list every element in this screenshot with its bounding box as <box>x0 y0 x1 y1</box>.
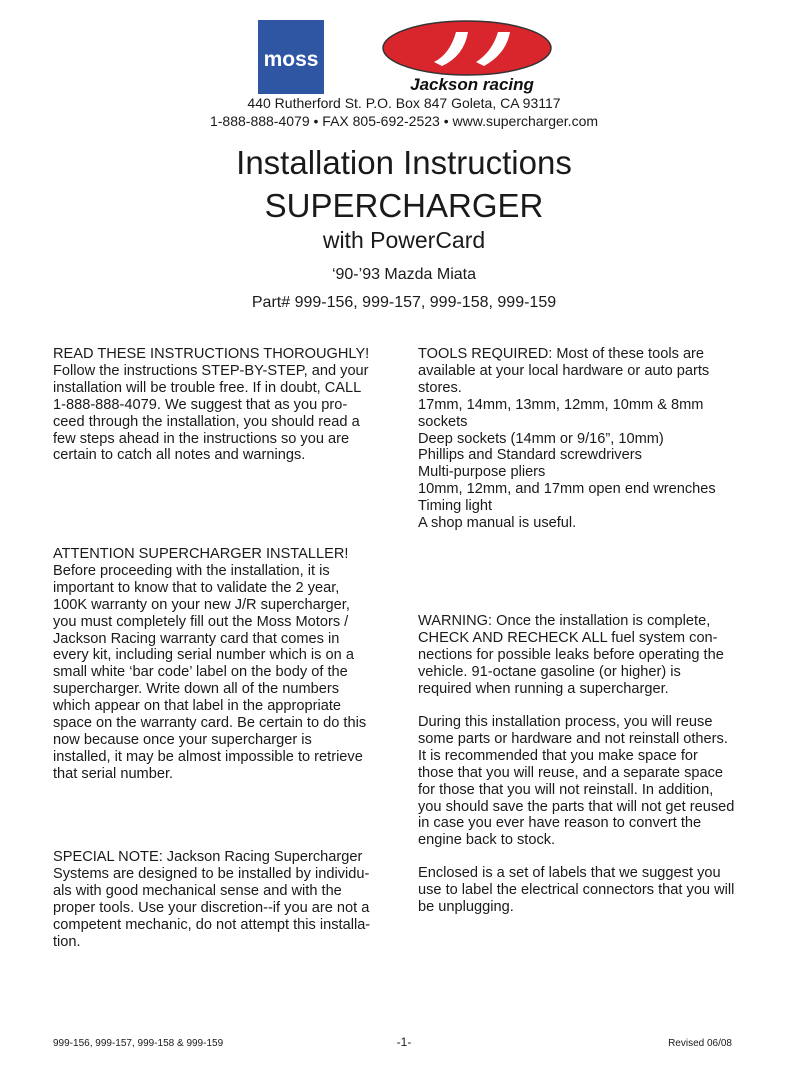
company-address <box>0 94 808 130</box>
moss-logo <box>258 20 324 94</box>
revision-date: Revised 06/08 <box>668 1038 732 1049</box>
doc-title: Installation Instructions <box>236 144 572 181</box>
moss-logo-text: moss <box>263 48 319 71</box>
part-numbers: Part# 999-156, 999-157, 999-158, 999-159 <box>251 294 557 311</box>
reuse-parts-paragraph: During this installation process, you will reuse some parts or hardware and not reinstall others. It is recommended that you make space for those that you will reuse, and a separate space for those that you will not reinstall. In addition, you should save the parts that will not get reused in case you ever have reason to convert the engine back to stock. <box>418 714 735 849</box>
doc-subtitle: SUPERCHARGER <box>264 187 544 224</box>
jackson-racing-logo-text: Jackson racing <box>410 75 534 94</box>
warning-paragraph: WARNING: Once the installation is complete, CHECK AND RECHECK ALL fuel system con- nections for possible leaks before operating the vehicle. 91-octane gasoline (or higher) is required when running a supercharger. <box>418 613 724 697</box>
footer-part-numbers: 999-156, 999-157, 999-158 & 999-159 <box>53 1038 224 1049</box>
special-note-paragraph: SPECIAL NOTE: Jackson Racing Supercharger Systems are designed to be installed by individu- als with good mechanical sense and with the proper tools. Use your discretion--if you are not a competent mechanic, do not attempt this installa- tion. <box>53 849 371 950</box>
address-line-1: 440 Rutherford St. P.O. Box 847 Goleta, CA 93117 <box>247 95 561 111</box>
labels-paragraph: Enclosed is a set of labels that we suggest you use to label the electrical connectors that you will be unplugging. <box>418 865 735 915</box>
logo-bar <box>0 16 808 96</box>
vehicle-model: ‘90-’93 Mazda Miata <box>331 266 477 283</box>
attention-paragraph: ATTENTION SUPERCHARGER INSTALLER! Before proceeding with the installation, it is important to know that to validate the 2 year, 100K warranty on your new J/R supercharger, you must completely fill out the Moss Motors / Jackson Racing warranty card that comes in every kit, including serial number which is on a small white ‘bar code’ label on the body of the supercharger. Write down all of the numbers which appear on that label in the appropriate space on the warranty card. Be certain to do this now because once your supercharger is installed, it may be almost impossible to retrieve that serial number. <box>53 546 367 782</box>
address-line-2: 1-888-888-4079 • FAX 805-692-2523 • www.supercharger.com <box>209 113 599 129</box>
tools-required-paragraph: TOOLS REQUIRED: Most of these tools are available at your local hardware or auto parts stores. 17mm, 14mm, 13mm, 12mm, 10mm & 8mm sockets Deep sockets (14mm or 9/16”, 10mm) Phillips and Standard screwdrivers Multi-purpose pliers 10mm, 12mm, and 17mm open end wrenches Timing light A shop manual is useful. <box>418 346 716 532</box>
doc-subtitle-2: with PowerCard <box>322 227 486 253</box>
read-instructions-paragraph: READ THESE INSTRUCTIONS THOROUGHLY! Follow the instructions STEP-BY-STEP, and your installation will be trouble free. If in doubt, CALL 1-888-888-4079. We suggest that as you pro- ceed through the installation, you should read a few steps ahead in the instructions so you are certain to catch all notes and warnings. <box>53 346 370 464</box>
page-number: -1- <box>396 1035 412 1049</box>
jackson-racing-logo <box>372 18 562 96</box>
